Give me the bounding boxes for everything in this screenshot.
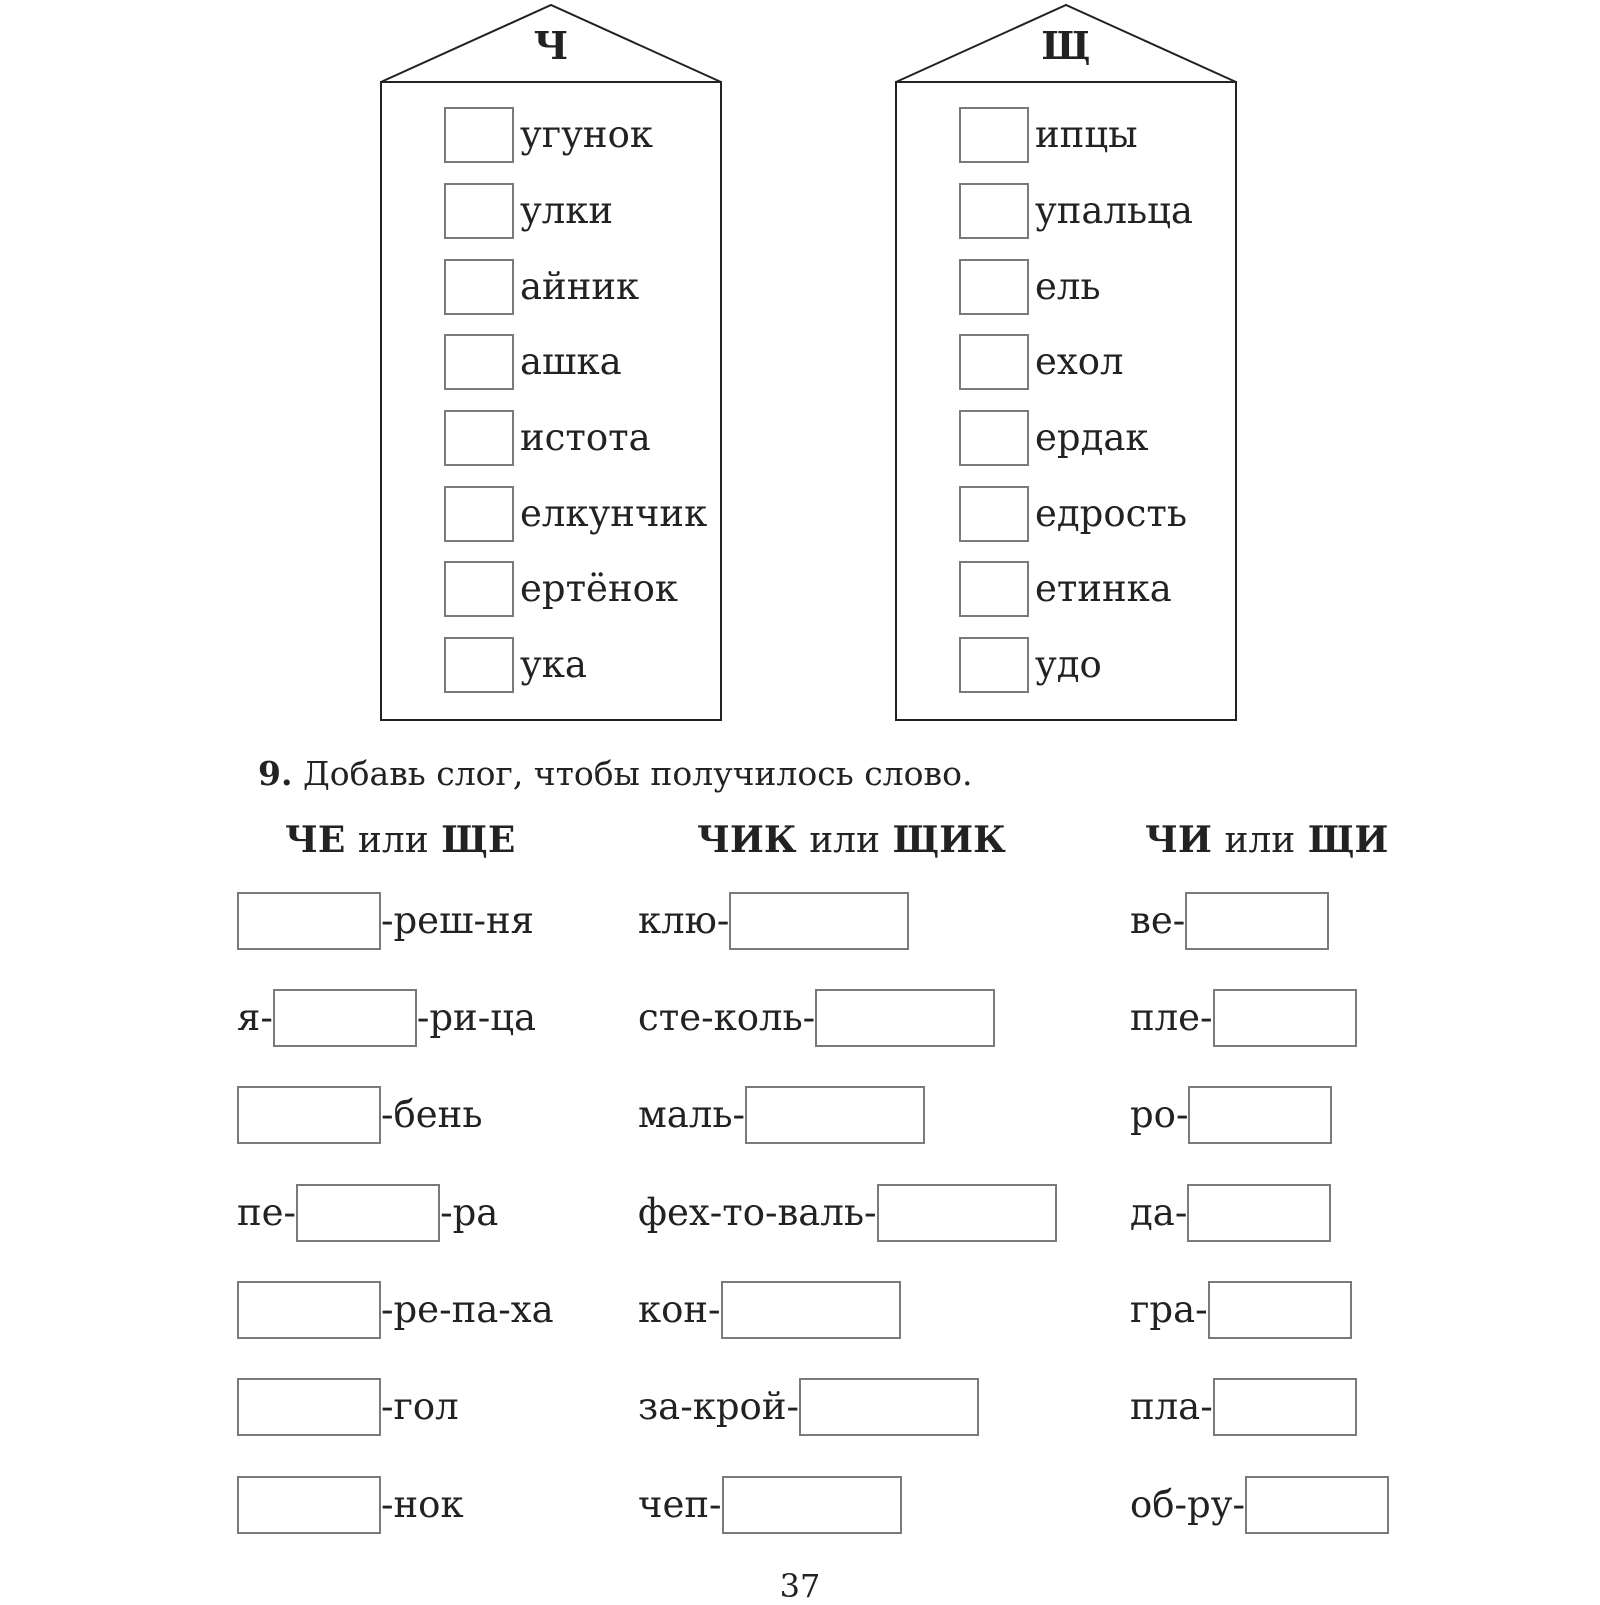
heading-option: ЩИК bbox=[892, 819, 1006, 861]
letter-input-box[interactable] bbox=[959, 107, 1029, 163]
word-part-after: -реш-ня bbox=[381, 899, 534, 942]
word-part-before: за-крой- bbox=[638, 1385, 799, 1428]
exercise-row bbox=[1130, 989, 1357, 1047]
word-ending: айник bbox=[520, 265, 640, 308]
syllable-input-box[interactable] bbox=[296, 1184, 440, 1242]
word-ending: ель bbox=[1035, 265, 1101, 308]
syllable-input-box[interactable] bbox=[877, 1184, 1057, 1242]
house-word-row bbox=[959, 182, 1193, 240]
word-part-before: сте-коль- bbox=[638, 996, 816, 1039]
house-word-row bbox=[959, 409, 1149, 467]
word-ending: ехол bbox=[1035, 340, 1124, 383]
page-number: 37 bbox=[779, 1567, 821, 1605]
letter-input-box[interactable] bbox=[959, 259, 1029, 315]
letter-input-box[interactable] bbox=[444, 410, 514, 466]
word-ending: упальца bbox=[1035, 189, 1193, 232]
letter-input-box[interactable] bbox=[444, 561, 514, 617]
exercise-row bbox=[638, 1086, 925, 1144]
heading-option: ЧИ bbox=[1145, 819, 1212, 861]
task-heading bbox=[258, 754, 972, 794]
house-word-row bbox=[959, 333, 1124, 391]
word-part-before: фех-то-валь- bbox=[638, 1191, 877, 1234]
word-part-before: ро- bbox=[1130, 1093, 1189, 1136]
heading-or: или bbox=[1224, 820, 1296, 861]
exercise-row bbox=[1130, 1378, 1357, 1436]
syllable-input-box[interactable] bbox=[1213, 989, 1357, 1047]
exercise-row bbox=[638, 1184, 1057, 1242]
syllable-input-box[interactable] bbox=[237, 1281, 381, 1339]
word-part-after: -бень bbox=[381, 1093, 483, 1136]
heading-option: ЩИ bbox=[1307, 819, 1389, 861]
letter-input-box[interactable] bbox=[444, 107, 514, 163]
syllable-input-box[interactable] bbox=[1187, 1184, 1331, 1242]
exercise-row bbox=[237, 1184, 498, 1242]
exercise-row bbox=[1130, 1476, 1389, 1534]
syllable-input-box[interactable] bbox=[721, 1281, 901, 1339]
word-ending: ашка bbox=[520, 340, 622, 383]
column-heading-chik-shchik bbox=[697, 818, 1006, 863]
syllable-input-box[interactable] bbox=[1188, 1086, 1332, 1144]
heading-option: ЧИК bbox=[697, 819, 797, 861]
exercise-row bbox=[1130, 1086, 1332, 1144]
exercise-row bbox=[237, 989, 536, 1047]
house-letter: Ч bbox=[533, 23, 569, 68]
column-heading-che-shche bbox=[285, 818, 515, 863]
exercise-row bbox=[638, 892, 909, 950]
house-word-row bbox=[444, 182, 613, 240]
syllable-input-box[interactable] bbox=[1213, 1378, 1357, 1436]
syllable-input-box[interactable] bbox=[815, 989, 995, 1047]
word-part-before: клю- bbox=[638, 899, 730, 942]
column-heading-chi-shchi bbox=[1145, 818, 1388, 863]
house-word-row bbox=[444, 636, 587, 694]
word-part-after: -гол bbox=[381, 1385, 459, 1428]
letter-input-box[interactable] bbox=[444, 183, 514, 239]
syllable-input-box[interactable] bbox=[237, 1086, 381, 1144]
word-ending: истота bbox=[520, 416, 651, 459]
exercise-row bbox=[638, 1281, 901, 1339]
word-part-before: кон- bbox=[638, 1288, 721, 1331]
exercise-row bbox=[1130, 892, 1329, 950]
word-part-before: об-ру- bbox=[1130, 1483, 1246, 1526]
word-ending: улки bbox=[520, 189, 614, 232]
word-ending: удо bbox=[1035, 643, 1102, 686]
syllable-input-box[interactable] bbox=[237, 892, 381, 950]
exercise-row bbox=[237, 1378, 459, 1436]
letter-input-box[interactable] bbox=[959, 334, 1029, 390]
syllable-input-box[interactable] bbox=[1208, 1281, 1352, 1339]
letter-input-box[interactable] bbox=[959, 637, 1029, 693]
house-ch bbox=[380, 0, 722, 722]
house-word-row bbox=[444, 560, 678, 618]
word-ending: едрость bbox=[1035, 492, 1187, 535]
letter-input-box[interactable] bbox=[444, 334, 514, 390]
task-number: 9. bbox=[258, 754, 293, 793]
house-word-row bbox=[444, 409, 651, 467]
house-word-row bbox=[959, 106, 1138, 164]
house-word-row bbox=[959, 560, 1172, 618]
letter-input-box[interactable] bbox=[444, 259, 514, 315]
house-shch bbox=[895, 0, 1237, 722]
house-word-row bbox=[959, 258, 1101, 316]
word-ending: ертёнок bbox=[520, 567, 679, 610]
house-word-row bbox=[959, 485, 1187, 543]
house-word-row bbox=[444, 485, 707, 543]
house-word-row bbox=[444, 258, 639, 316]
word-ending: ердак bbox=[1035, 416, 1149, 459]
word-part-before: пла- bbox=[1130, 1385, 1213, 1428]
word-part-after: -ре-па-ха bbox=[381, 1288, 554, 1331]
heading-option: ЩЕ bbox=[441, 819, 516, 861]
syllable-input-box[interactable] bbox=[1185, 892, 1329, 950]
exercise-row bbox=[237, 1281, 554, 1339]
house-word-row bbox=[959, 636, 1102, 694]
syllable-input-box[interactable] bbox=[799, 1378, 979, 1436]
exercise-row bbox=[237, 1476, 464, 1534]
heading-or: или bbox=[809, 820, 881, 861]
letter-input-box[interactable] bbox=[959, 486, 1029, 542]
word-ending: етинка bbox=[1035, 567, 1172, 610]
word-part-after: -нок bbox=[381, 1483, 464, 1526]
word-part-before: да- bbox=[1130, 1191, 1188, 1234]
word-part-after: -ри-ца bbox=[416, 996, 537, 1039]
syllable-input-box[interactable] bbox=[273, 989, 417, 1047]
heading-option: ЧЕ bbox=[285, 819, 346, 861]
word-ending: елкунчик bbox=[520, 492, 708, 535]
word-part-before: ве- bbox=[1130, 899, 1186, 942]
word-ending: ипцы bbox=[1035, 113, 1138, 156]
word-part-before: чеп- bbox=[638, 1483, 722, 1526]
task-text: Добавь слог, чтобы получилось слово. bbox=[302, 754, 973, 793]
letter-input-box[interactable] bbox=[959, 561, 1029, 617]
exercise-row bbox=[237, 1086, 482, 1144]
syllable-input-box[interactable] bbox=[729, 892, 909, 950]
word-ending: ука bbox=[520, 643, 587, 686]
word-part-before: пле- bbox=[1130, 996, 1213, 1039]
exercise-row bbox=[237, 892, 534, 950]
word-part-before: я- bbox=[237, 996, 273, 1039]
letter-input-box[interactable] bbox=[959, 183, 1029, 239]
syllable-input-box[interactable] bbox=[1245, 1476, 1389, 1534]
exercise-row bbox=[638, 1378, 979, 1436]
letter-input-box[interactable] bbox=[444, 486, 514, 542]
syllable-input-box[interactable] bbox=[237, 1476, 381, 1534]
heading-or: или bbox=[357, 820, 429, 861]
house-word-row bbox=[444, 106, 653, 164]
house-word-row bbox=[444, 333, 622, 391]
word-ending: угунок bbox=[520, 113, 653, 156]
syllable-input-box[interactable] bbox=[237, 1378, 381, 1436]
syllable-input-box[interactable] bbox=[745, 1086, 925, 1144]
exercise-row bbox=[638, 989, 995, 1047]
house-letter: Щ bbox=[1041, 23, 1091, 68]
letter-input-box[interactable] bbox=[444, 637, 514, 693]
word-part-before: маль- bbox=[638, 1093, 745, 1136]
syllable-input-box[interactable] bbox=[722, 1476, 902, 1534]
letter-input-box[interactable] bbox=[959, 410, 1029, 466]
word-part-before: пе- bbox=[237, 1191, 297, 1234]
word-part-before: гра- bbox=[1130, 1288, 1208, 1331]
word-part-after: -ра bbox=[440, 1191, 499, 1234]
exercise-row bbox=[1130, 1184, 1331, 1242]
exercise-row bbox=[638, 1476, 902, 1534]
exercise-row bbox=[1130, 1281, 1352, 1339]
